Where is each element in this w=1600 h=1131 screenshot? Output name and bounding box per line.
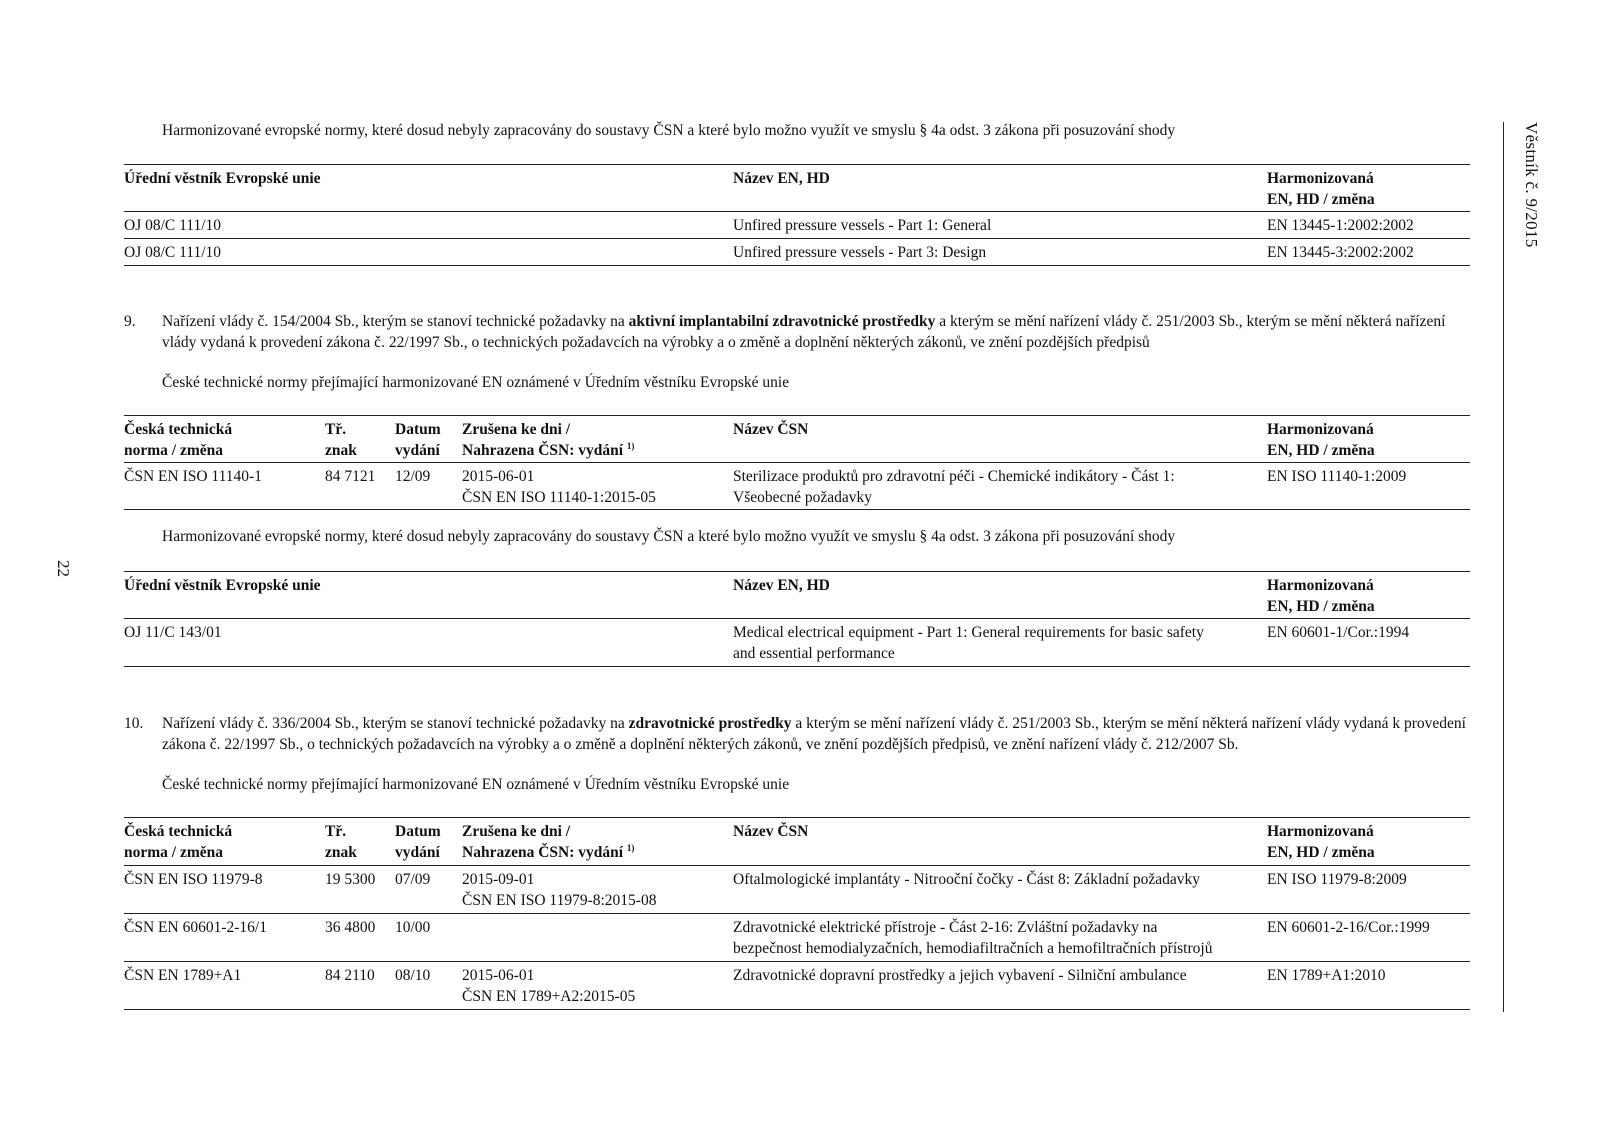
col-header-norm [124, 419, 232, 461]
footnote-ref: 1) [626, 441, 635, 451]
replaced-by: ČSN EN ISO 11140-1:2015-05 [462, 489, 656, 506]
table-rule [124, 238, 1470, 239]
section-9-number: 9. [124, 313, 136, 330]
col-header-name: Název EN, HD [733, 170, 830, 187]
col-header-norm-l2: norma / změna [124, 844, 224, 861]
section-10-text-bold: zdravotnické prostředky [628, 715, 792, 732]
table-rule [124, 265, 1470, 266]
table-rule [124, 618, 1470, 619]
en-name-l2: and essential performance [733, 645, 895, 662]
table-cell-norm: ČSN EN ISO 11979-8 [124, 871, 263, 888]
col-header-date-l2: vydání [395, 844, 440, 861]
en-name-l1: Medical electrical equipment - Part 1: General requirements for basic safety [733, 624, 1204, 641]
section-9-text-a: Nařízení vlády č. 154/2004 Sb., kterým se stanoví technické požadavky na [162, 313, 629, 330]
col-header-replaced-l1: Zrušena ke dni / [462, 823, 571, 840]
table-rule [124, 817, 1470, 818]
col-header-date [395, 419, 441, 461]
table-cell-tr: 36 4800 [325, 919, 376, 936]
table-cell-date: 10/00 [395, 919, 431, 936]
replaced-date: 2015-06-01 [462, 967, 535, 984]
col-header-oj: Úřední věstník Evropské unie [124, 170, 321, 187]
table-cell-date: 08/10 [395, 967, 431, 984]
col-header-tr [325, 419, 357, 461]
table-cell-harm: EN 13445-3:2002:2002 [1267, 244, 1414, 261]
col-header-harm-l1: Harmonizovaná [1267, 823, 1374, 840]
section-10-text-b: a kterým se mění nařízení vlády č. 251/2003 Sb., kterým se mění některá nařízení vlády vydaná k provedení zákona č. 22/1997 Sb., o technických požadavcích na výrobky a o změně a doplnění některých zákonů, ve znění pozdějších předpisů, ve znění nařízení vlády č. 212/2007 Sb. [162, 715, 1466, 753]
table-cell-csn-name [733, 917, 1212, 959]
table-cell-replaced [462, 965, 635, 1007]
col-header-date [395, 821, 441, 863]
csn-name-l1: Zdravotnické elektrické přístroje - Část 2-16: Zvláštní požadavky na [733, 919, 1158, 936]
right-margin-rule [1503, 122, 1504, 1012]
section-10-text [162, 713, 1472, 755]
replaced-by: ČSN EN 1789+A2:2015-05 [462, 988, 636, 1005]
table-rule [124, 164, 1470, 165]
table-cell-tr: 19 5300 [325, 871, 376, 888]
col-header-harm-l2: EN, HD / změna [1267, 442, 1375, 459]
harm-intro-s8: Harmonizované evropské normy, které dosud nebyly zapracovány do soustavy ČSN a které bylo možno využít ve smyslu § 4a odst. 3 zákona při posuzování shody [162, 122, 1176, 139]
harm-intro-s9: Harmonizované evropské normy, které dosud nebyly zapracovány do soustavy ČSN a které bylo možno využít ve smyslu § 4a odst. 3 zákona při posuzování shody [162, 528, 1176, 545]
col-header-replaced [462, 419, 634, 461]
table-cell-name: Unfired pressure vessels - Part 1: General [733, 217, 992, 234]
col-header-norm-l1: Česká technická [124, 421, 233, 438]
col-header-norm-l1: Česká technická [124, 823, 233, 840]
section-9-text-b: a kterým se mění nařízení vlády č. 251/2003 Sb., kterým se mění některá nařízení vlády vydaná k provedení zákona č. 22/1997 Sb., o technických požadavcích na výrobky a o změně a doplnění některých zákonů, ve znění pozdějších předpisů [162, 313, 1446, 351]
section-9-text [162, 311, 1472, 353]
table-cell-replaced [462, 466, 656, 508]
table-cell-norm: ČSN EN 1789+A1 [124, 967, 242, 984]
table-rule [124, 509, 1470, 510]
col-header-harm-l2: EN, HD / změna [1267, 844, 1375, 861]
table-cell-norm: ČSN EN ISO 11140-1 [124, 468, 262, 485]
table-rule [124, 666, 1470, 667]
table-cell-harm: EN ISO 11979-8:2009 [1267, 871, 1407, 888]
col-header-replaced-l2: Nahrazena ČSN: vydání [462, 844, 624, 861]
table-cell-name: Unfired pressure vessels - Part 3: Design [733, 244, 987, 261]
journal-side-title: Věstník č. 9/2015 [1522, 122, 1541, 248]
csn-name-l1: Sterilizace produktů pro zdravotní péči - Chemické indikátory - Část 1: [733, 468, 1175, 485]
col-header-replaced [462, 821, 634, 863]
col-header-norm [124, 821, 232, 863]
table-cell-csn-name [733, 466, 1175, 508]
col-header-name: Název EN, HD [733, 577, 830, 594]
col-header-tr [325, 821, 357, 863]
table-rule [124, 415, 1470, 416]
col-header-harm [1267, 168, 1375, 210]
col-header-harm [1267, 821, 1375, 863]
table-cell-harm: EN 60601-2-16/Cor.:1999 [1267, 919, 1430, 936]
table-cell-name [733, 622, 1204, 664]
replaced-date: 2015-06-01 [462, 468, 535, 485]
page-number: 22 [54, 560, 73, 577]
table-cell-date: 12/09 [395, 468, 431, 485]
csn-name-l2: Všeobecné požadavky [733, 489, 873, 506]
col-header-tr-l2: znak [325, 442, 357, 459]
section-10-number: 10. [124, 715, 144, 732]
table-cell-harm: EN 13445-1:2002:2002 [1267, 217, 1414, 234]
table-cell-harm: EN 60601-1/Cor.:1994 [1267, 624, 1410, 641]
table-cell-date: 07/09 [395, 871, 431, 888]
table-cell-oj: OJ 08/C 111/10 [124, 244, 222, 261]
table-rule [124, 961, 1470, 962]
col-header-harm-l1: Harmonizovaná [1267, 577, 1374, 594]
section-10-paragraph [124, 713, 1470, 757]
col-header-date-l1: Datum [395, 421, 441, 438]
footnote-ref: 1) [626, 843, 635, 853]
table-rule [124, 211, 1470, 212]
table-cell-norm: ČSN EN 60601-2-16/1 [124, 919, 267, 936]
col-header-replaced-l1: Zrušena ke dni / [462, 421, 571, 438]
col-header-tr-l1: Tř. [325, 421, 347, 438]
table-cell-oj: OJ 08/C 111/10 [124, 217, 222, 234]
col-header-date-l2: vydání [395, 442, 440, 459]
col-header-norm-l2: norma / změna [124, 442, 224, 459]
table-cell-harm: EN ISO 11140-1:2009 [1267, 468, 1407, 485]
col-header-harm-l1: Harmonizovaná [1267, 421, 1374, 438]
table-rule [124, 913, 1470, 914]
table-cell-tr: 84 7121 [325, 468, 376, 485]
replaced-by: ČSN EN ISO 11979-8:2015-08 [462, 892, 657, 909]
section-9-text-bold: aktivní implantabilní zdravotnické prostředky [628, 313, 936, 330]
section-9-paragraph [124, 311, 1470, 355]
col-header-harm-line1: Harmonizovaná [1267, 170, 1374, 187]
table-rule [124, 462, 1470, 463]
table-cell-oj: OJ 11/C 143/01 [124, 624, 222, 641]
col-header-csn-name: Název ČSN [733, 421, 809, 438]
col-header-date-l1: Datum [395, 823, 441, 840]
col-header-csn-name: Název ČSN [733, 823, 809, 840]
col-header-replaced-l2: Nahrazena ČSN: vydání [462, 442, 624, 459]
col-header-harm-line2: EN, HD / změna [1267, 191, 1375, 208]
col-header-tr-l2: znak [325, 844, 357, 861]
section-10-text-a: Nařízení vlády č. 336/2004 Sb., kterým se stanoví technické požadavky na [162, 715, 629, 732]
replaced-date: 2015-09-01 [462, 871, 535, 888]
col-header-oj: Úřední věstník Evropské unie [124, 577, 321, 594]
table-rule [124, 865, 1470, 866]
csn-name-l2: bezpečnost hemodialyzačních, hemodiafiltračních a hemofiltračních přístrojů [733, 940, 1213, 957]
col-header-harm [1267, 575, 1375, 617]
csn-intro-s9: České technické normy přejímající harmonizované EN oznámené v Úředním věstníku Evropské unie [162, 374, 790, 391]
table-cell-tr: 84 2110 [325, 967, 375, 984]
col-header-tr-l1: Tř. [325, 823, 347, 840]
table-cell-replaced [462, 869, 656, 911]
table-cell-csn-name: Oftalmologické implantáty - Nitrooční čočky - Část 8: Základní požadavky [733, 871, 1201, 888]
table-cell-csn-name: Zdravotnické dopravní prostředky a jejich vybavení - Silniční ambulance [733, 967, 1187, 984]
col-header-harm-l2: EN, HD / změna [1267, 598, 1375, 615]
col-header-harm [1267, 419, 1375, 461]
table-cell-harm: EN 1789+A1:2010 [1267, 967, 1386, 984]
table-rule [124, 1009, 1470, 1010]
csn-intro-s10: České technické normy přejímající harmonizované EN oznámené v Úředním věstníku Evropské unie [162, 776, 790, 793]
table-rule [124, 571, 1470, 572]
